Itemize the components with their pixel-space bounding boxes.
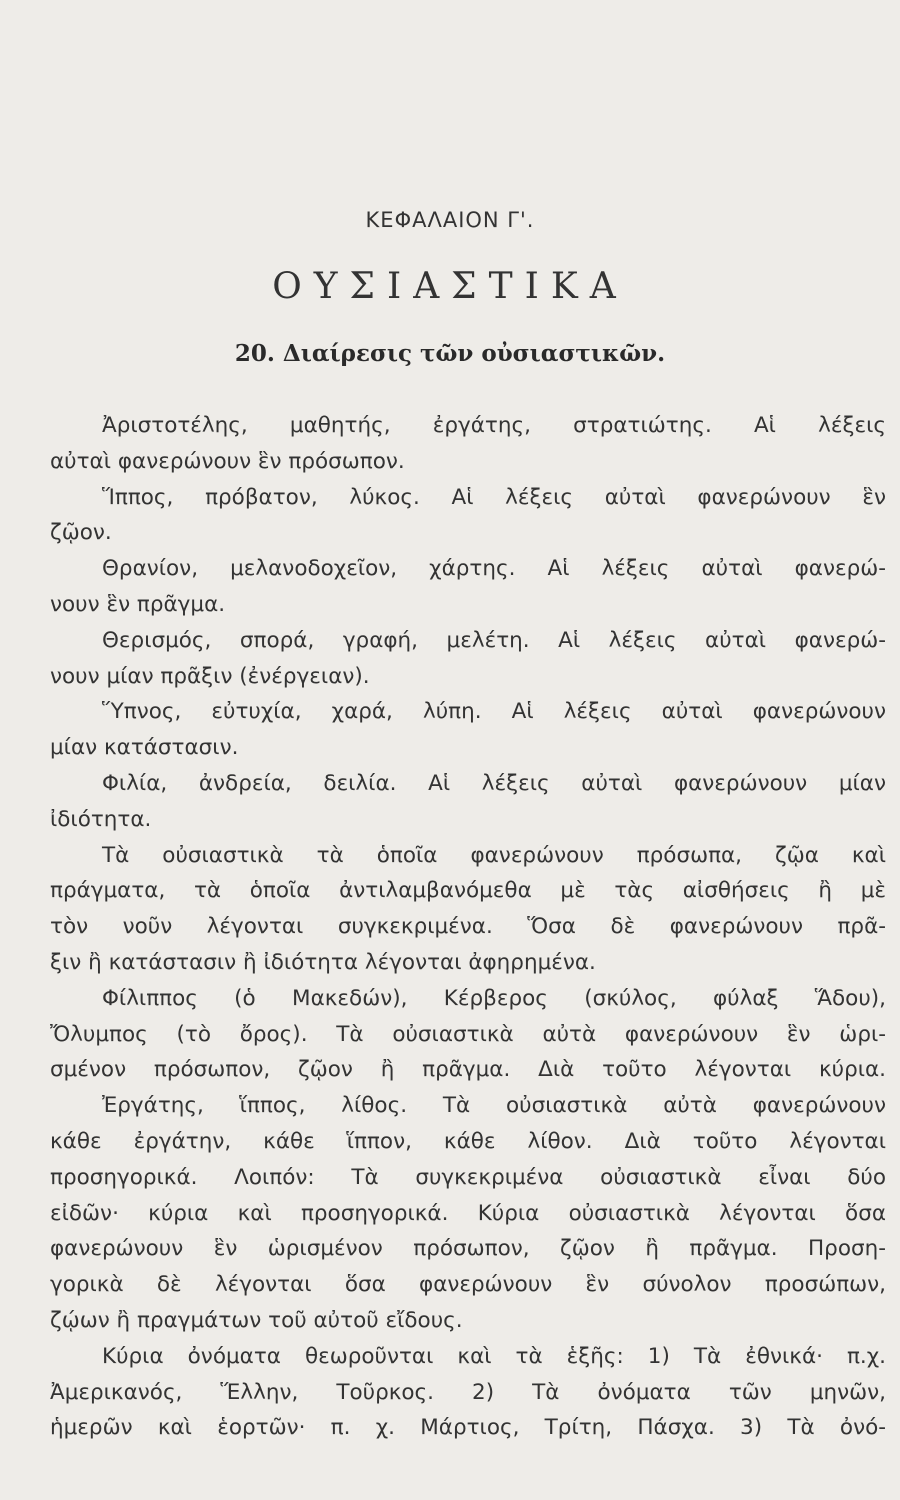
text-line: σμένον πρόσωπον, ζῷον ἢ πρᾶγμα. Διὰ τοῦτο λέγονται κύρια.	[50, 1057, 886, 1083]
text-line: γορικὰ δὲ λέγονται ὅσα φανερώνουν ἓν σύνολον προσώπων,	[50, 1272, 886, 1298]
text-line: μίαν κατάστασιν.	[50, 735, 239, 761]
text-line: Θρανίον, μελανοδοχεῖον, χάρτης. Αἱ λέξεις αὐταὶ φανερώ-	[102, 556, 886, 582]
text-line: Φίλιππος (ὁ Μακεδών), Κέρβερος (σκύλος, φύλαξ Ἅδου),	[102, 985, 886, 1011]
text-line: Τὰ οὐσιαστικὰ τὰ ὁποῖα φανερώνουν πρόσωπα, ζῷα καὶ	[102, 842, 886, 868]
text-line: τὸν νοῦν λέγονται συγκεκριμένα. Ὅσα δὲ φανερώνουν πρᾶ-	[50, 914, 886, 940]
text-line: αὐταὶ φανερώνουν ἓν πρόσωπον.	[50, 448, 405, 474]
text-line: Ἵππος, πρόβατον, λύκος. Αἱ λέξεις αὐταὶ φανερώνουν ἓν	[102, 484, 886, 510]
text-line: Ὄλυμπος (τὸ ὄρος). Τὰ οὐσιαστικὰ αὐτὰ φανερώνουν ἓν ὡρι-	[50, 1021, 886, 1047]
text-line: ξιν ἢ κατάστασιν ἢ ἰδιότητα λέγονται ἀφηρημένα.	[50, 949, 596, 975]
text-line: ἰδιότητα.	[50, 806, 152, 832]
text-line: Ὕπνος, εὐτυχία, χαρά, λύπη. Αἱ λέξεις αὐταὶ φανερώνουν	[102, 699, 886, 725]
text-line: νουν ἓν πρᾶγμα.	[50, 591, 226, 617]
body-text	[50, 408, 886, 1446]
text-line: εἰδῶν· κύρια καὶ προσηγορικά. Κύρια οὐσιαστικὰ λέγονται ὅσα	[50, 1200, 886, 1226]
text-line: ζῴων ἢ πραγμάτων τοῦ αὐτοῦ εἴδους.	[50, 1307, 463, 1333]
text-line: Θερισμός, σπορά, γραφή, μελέτη. Αἱ λέξεις αὐταὶ φανερώ-	[102, 627, 886, 653]
section-heading: 20. Διαίρεσις τῶν οὐσιαστικῶν.	[234, 340, 666, 367]
text-line: ἡμερῶν καὶ ἑορτῶν· π. χ. Μάρτιος, Τρίτη, Πάσχα. 3) Τὰ ὀνό-	[50, 1415, 886, 1441]
text-line: Φιλία, ἀνδρεία, δειλία. Αἱ λέξεις αὐταὶ φανερώνουν μίαν	[102, 770, 886, 796]
text-line: φανερώνουν ἓν ὡρισμένον πρόσωπον, ζῷον ἢ πρᾶγμα. Προση-	[50, 1236, 886, 1262]
text-line: Ἀριστοτέλης, μαθητής, ἐργάτης, στρατιώτης. Αἱ λέξεις	[102, 413, 886, 438]
text-line: Κύρια ὀνόματα θεωροῦνται καὶ τὰ ἑξῆς: 1) Τὰ ἐθνικά· π.χ.	[102, 1343, 886, 1369]
text-line: Ἐργάτης, ἵππος, λίθος. Τὰ οὐσιαστικὰ αὐτὰ φανερώνουν	[102, 1093, 886, 1119]
chapter-heading: ΚΕΦΑΛΑΙΟΝ Γ'.	[365, 208, 535, 232]
text-line: Ἀμερικανός, Ἕλλην, Τοῦρκος. 2) Τὰ ὀνόματα τῶν μηνῶν,	[50, 1379, 886, 1405]
page-title: ΟΥΣΙΑΣΤΙΚΑ	[272, 266, 628, 307]
text-line: ζῷον.	[50, 520, 112, 546]
text-line: πράγματα, τὰ ὁποῖα ἀντιλαμβανόμεθα μὲ τὰς αἰσθήσεις ἢ μὲ	[50, 878, 886, 904]
text-line: κάθε ἐργάτην, κάθε ἵππον, κάθε λίθον. Διὰ τοῦτο λέγονται	[50, 1128, 886, 1154]
text-line: νουν μίαν πρᾶξιν (ἐνέργειαν).	[50, 663, 370, 689]
text-line: προσηγορικά. Λοιπόν: Τὰ συγκεκριμένα οὐσιαστικὰ εἶναι δύο	[50, 1164, 886, 1190]
